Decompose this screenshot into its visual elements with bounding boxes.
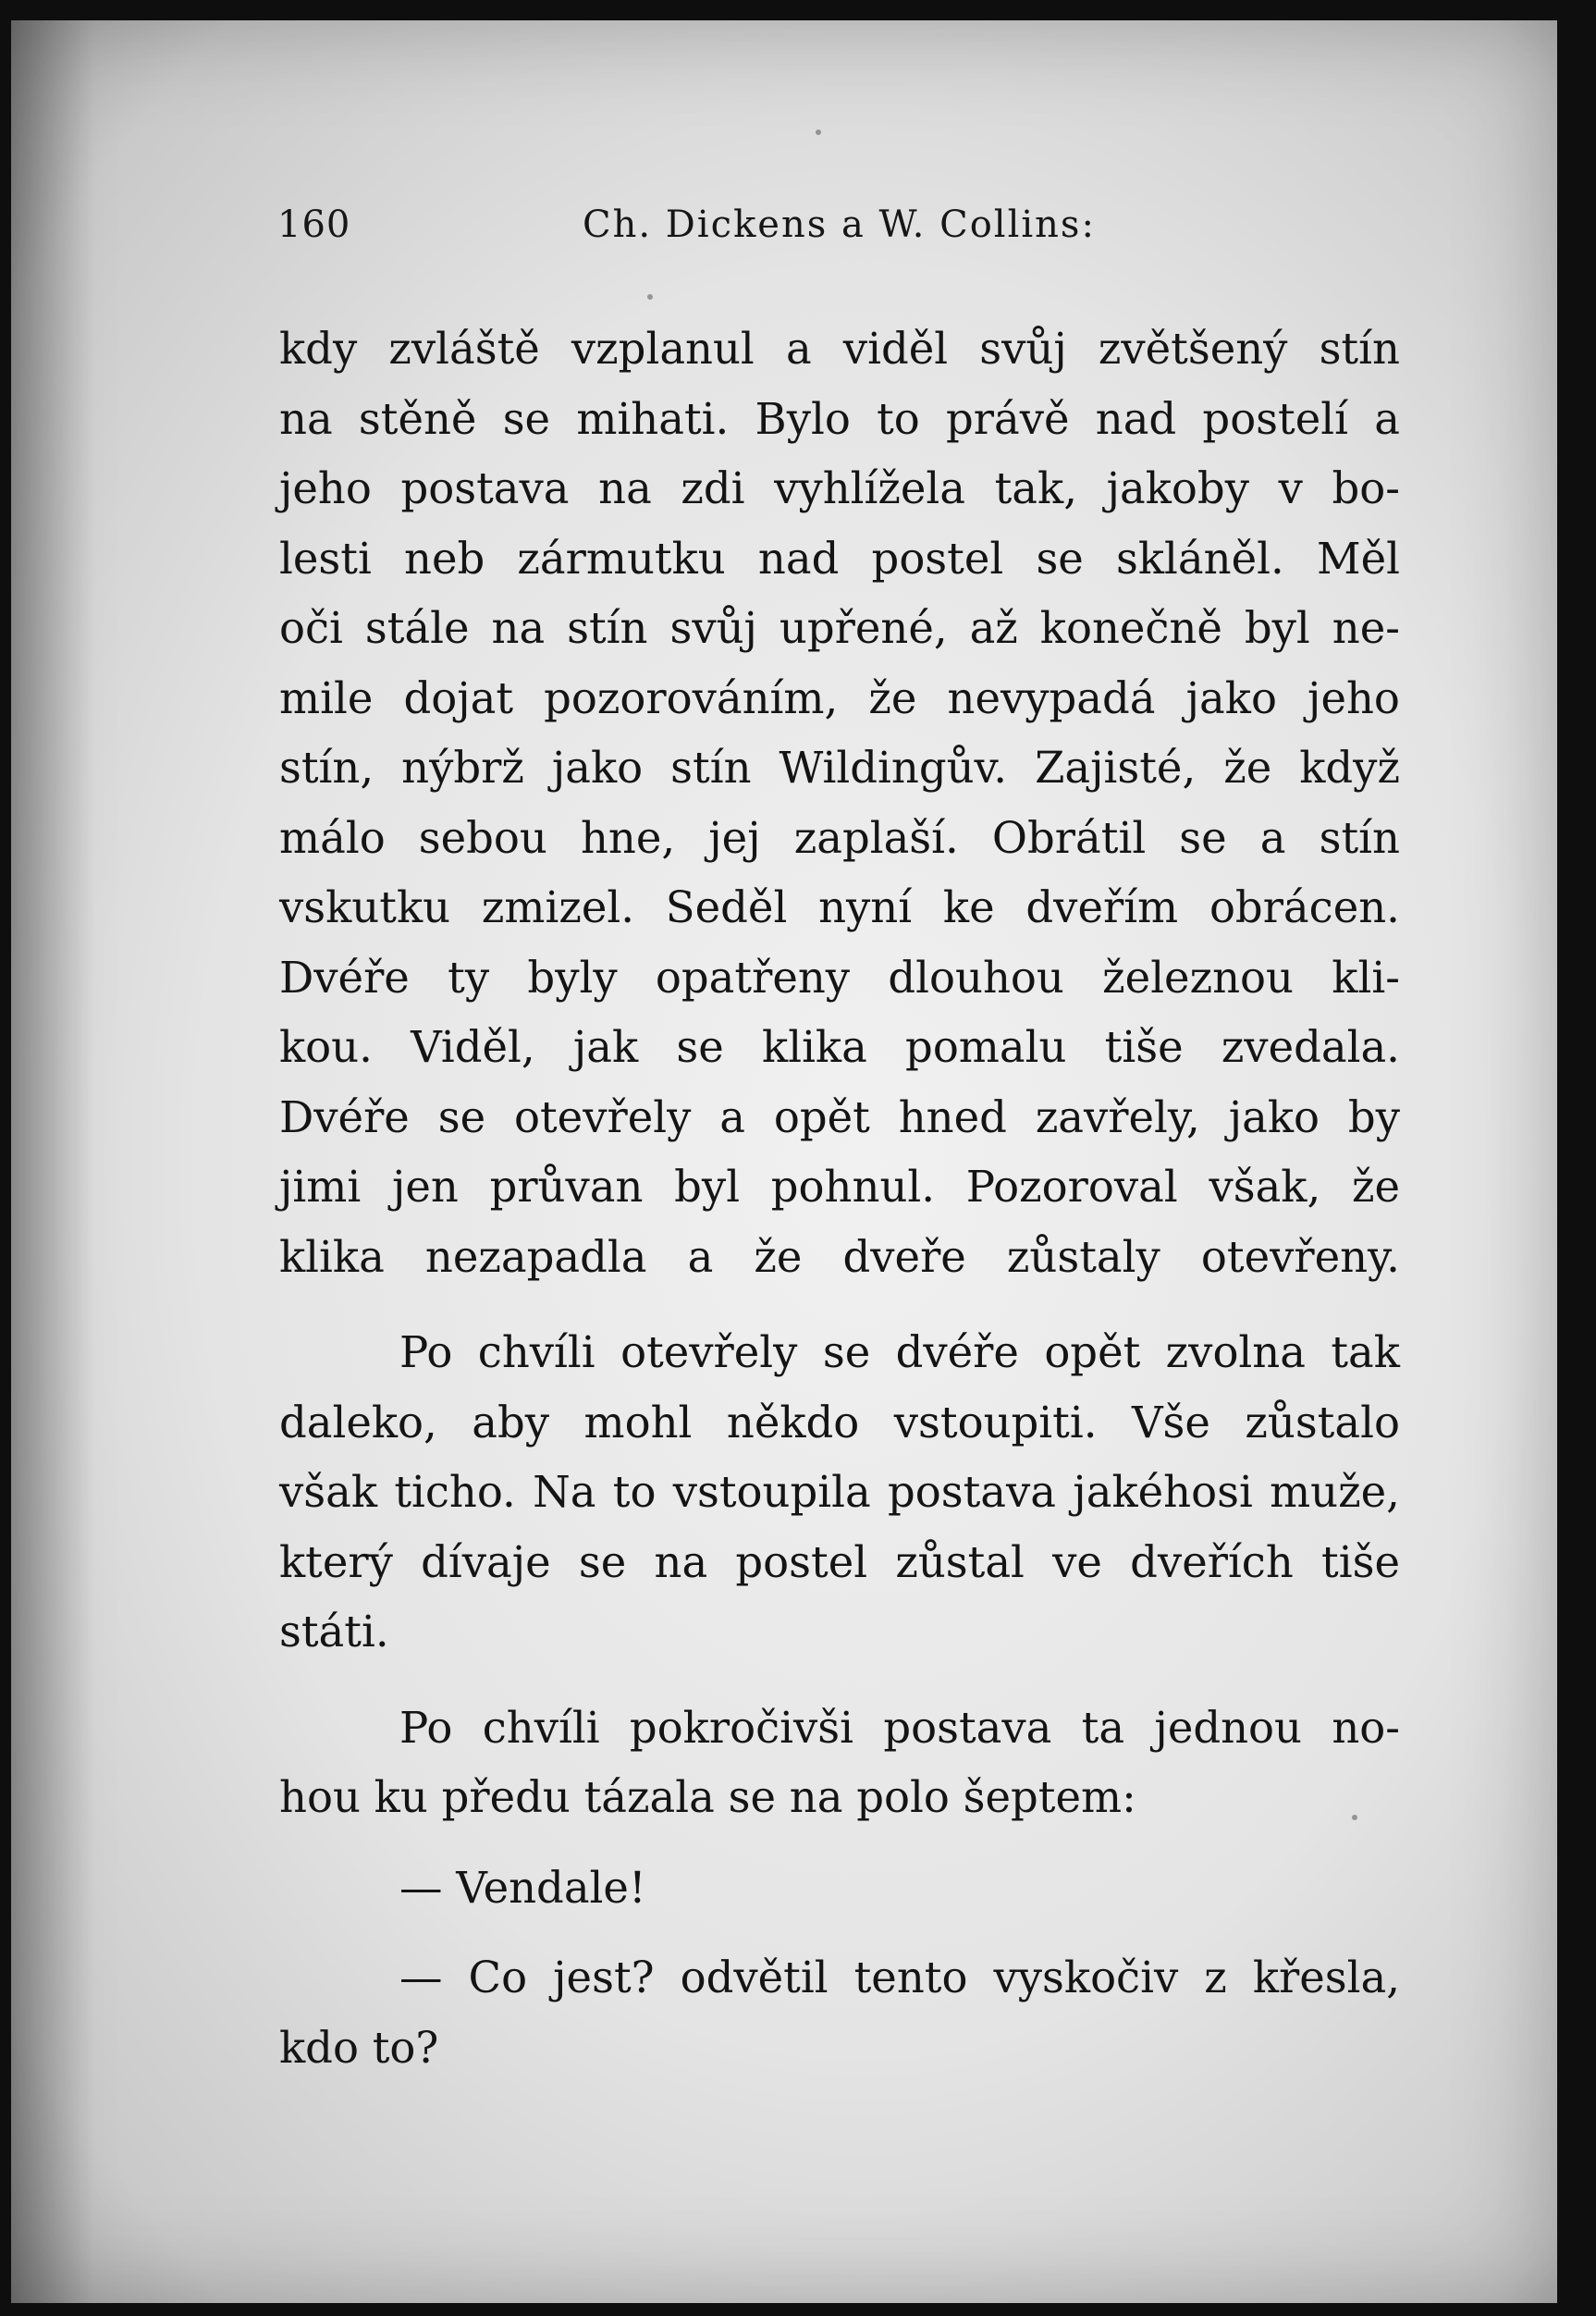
- word: chvíli: [477, 1327, 595, 1377]
- word: chvíli: [482, 1702, 600, 1753]
- word: viděl: [842, 324, 949, 374]
- word: zavřely,: [1035, 1091, 1200, 1142]
- word: křesla,: [1252, 1953, 1400, 2002]
- text-line: [279, 1013, 1400, 1083]
- word: Pozoroval: [965, 1162, 1178, 1212]
- word: když: [1299, 743, 1400, 793]
- word: jen: [391, 1162, 459, 1212]
- word: a: [785, 324, 812, 374]
- paragraph-4: [279, 1854, 1400, 1924]
- word: a: [1259, 812, 1286, 863]
- word: zvláště: [388, 324, 540, 374]
- text-line: [279, 314, 1400, 385]
- word: klika: [762, 1022, 867, 1072]
- word: se: [1179, 812, 1227, 863]
- word: že: [754, 1231, 803, 1282]
- word: zůstalo: [1245, 1397, 1400, 1448]
- word: jako: [1185, 672, 1277, 723]
- word: stín: [567, 603, 648, 653]
- word: jednou: [1154, 1702, 1303, 1753]
- word: svůj: [669, 603, 757, 653]
- word: no-: [1332, 1702, 1400, 1753]
- text-line: [279, 1223, 1400, 1293]
- paragraph-gap: [279, 1292, 1400, 1318]
- word: a: [719, 1091, 745, 1142]
- word: zaplaší.: [793, 812, 959, 863]
- word: stín,: [279, 743, 374, 793]
- word: železnou: [1102, 952, 1294, 1003]
- paragraph-gap: [279, 1833, 1400, 1854]
- word: pohnul.: [770, 1162, 936, 1212]
- word: vyhlížela: [774, 463, 966, 513]
- word: nyní: [818, 882, 913, 932]
- word: zvolna: [1165, 1327, 1306, 1377]
- word: tak,: [994, 463, 1077, 513]
- word: ve: [1052, 1536, 1102, 1587]
- word: jak: [572, 1022, 639, 1072]
- word: Bylo: [755, 393, 851, 444]
- body-text: [279, 314, 1400, 2083]
- paragraph-5: [279, 1943, 1400, 2083]
- word: kli-: [1332, 952, 1400, 1003]
- word: jimi: [279, 1162, 362, 1212]
- word: to: [877, 393, 920, 444]
- word: postava: [883, 1702, 1052, 1753]
- word: Po: [399, 1327, 453, 1377]
- word: dlouhou: [888, 952, 1064, 1003]
- word: jej: [708, 812, 761, 863]
- word: Na: [533, 1467, 596, 1517]
- word: —: [399, 1953, 443, 2002]
- text-line: hou ku předu tázala se na polo šeptem:: [279, 1772, 1136, 1822]
- word: postelí: [1202, 393, 1348, 444]
- paragraph-3: [279, 1694, 1400, 1833]
- word: na: [598, 463, 652, 513]
- text-line: [279, 1694, 1400, 1764]
- word: Wildingův.: [779, 743, 1008, 793]
- word: jako: [1228, 1091, 1320, 1142]
- word: jako: [551, 743, 644, 793]
- word: by: [1347, 1091, 1400, 1142]
- word: pomalu: [905, 1022, 1067, 1072]
- text-line: [279, 1458, 1400, 1528]
- word: jakéhosi: [1073, 1467, 1253, 1517]
- word: kdy: [279, 324, 358, 374]
- text-line: [279, 943, 1400, 1014]
- word: na: [491, 603, 546, 653]
- word: že: [1351, 1162, 1400, 1212]
- word: zvětšený: [1098, 324, 1288, 374]
- word: vyskočiv: [993, 1953, 1179, 2002]
- word: pokročivši: [629, 1702, 854, 1753]
- word: dvéře: [895, 1327, 1019, 1377]
- text-line: kdo to?: [279, 2022, 439, 2073]
- word: se: [502, 393, 551, 444]
- word: oči: [279, 603, 343, 653]
- word: ta: [1081, 1702, 1125, 1753]
- word: z: [1204, 1953, 1227, 2002]
- word: byl: [674, 1162, 741, 1212]
- word: Zajisté,: [1035, 743, 1197, 793]
- word: hned: [898, 1091, 1007, 1142]
- word: zdi: [681, 463, 745, 513]
- text-line: [279, 1318, 1400, 1388]
- word: Viděl,: [411, 1022, 535, 1072]
- word: tak: [1331, 1327, 1400, 1377]
- word: postel: [871, 533, 1004, 584]
- word: stále: [364, 603, 470, 653]
- word: jest?: [553, 1953, 655, 2002]
- word: muže,: [1270, 1467, 1400, 1517]
- word: ke: [942, 882, 995, 932]
- word: klika: [279, 1231, 385, 1282]
- word: postava: [400, 463, 570, 513]
- word: stín: [1319, 812, 1400, 863]
- word: vzplanul: [571, 324, 755, 374]
- word: dveřích: [1130, 1536, 1294, 1587]
- text-line: [279, 1152, 1400, 1223]
- text-line: státi.: [279, 1607, 389, 1657]
- word: odvětil: [680, 1953, 829, 2002]
- text-line: [279, 1528, 1400, 1598]
- text-line: [279, 594, 1400, 664]
- word: neb: [404, 533, 485, 584]
- word: někdo: [726, 1397, 860, 1448]
- word: stěně: [358, 393, 477, 444]
- word: stín: [670, 743, 752, 793]
- word: kou.: [279, 1022, 373, 1072]
- dialogue-line: — Vendale!: [399, 1862, 646, 1913]
- word: dojat: [403, 672, 514, 723]
- word: vstoupiti.: [893, 1397, 1098, 1448]
- word: dívaje: [421, 1536, 551, 1587]
- word: hne,: [580, 812, 676, 863]
- word: zůstal: [895, 1536, 1025, 1587]
- word: to: [612, 1467, 657, 1517]
- word: zvedala.: [1221, 1022, 1400, 1072]
- word: který: [279, 1536, 393, 1587]
- paper-speck: [647, 294, 653, 300]
- word: Dvéře: [279, 952, 410, 1003]
- word: nad: [1095, 393, 1177, 444]
- word: otevřely: [514, 1091, 692, 1142]
- word: jakoby: [1106, 463, 1249, 513]
- dialogue-line: [279, 1943, 1400, 2014]
- word: otevřely: [620, 1327, 798, 1377]
- text-line: [279, 454, 1400, 524]
- word: ticho.: [394, 1467, 516, 1517]
- word: obrácen.: [1209, 882, 1400, 932]
- word: Dvéře: [279, 1091, 410, 1142]
- word: na: [654, 1536, 708, 1587]
- word: nevypadá: [947, 672, 1156, 723]
- word: opět: [773, 1091, 870, 1142]
- word: konečně: [1039, 603, 1222, 653]
- word: tiše: [1321, 1536, 1400, 1587]
- word: v: [1278, 463, 1303, 513]
- paragraph-1: [279, 314, 1400, 1292]
- word: daleko,: [279, 1397, 437, 1448]
- word: tento: [853, 1953, 968, 2002]
- word: zůstaly: [1006, 1231, 1160, 1282]
- word: jeho: [1307, 672, 1400, 723]
- word: aby: [472, 1397, 550, 1448]
- text-line: [279, 664, 1400, 734]
- paragraph-gap: [279, 1668, 1400, 1694]
- word: se: [578, 1536, 627, 1587]
- word: se: [676, 1022, 724, 1072]
- word: lesti: [279, 533, 372, 584]
- text-line: [279, 524, 1400, 595]
- word: Seděl: [665, 882, 788, 932]
- word: ne-: [1332, 603, 1400, 653]
- word: pozorováním,: [544, 672, 839, 723]
- word: ty: [448, 952, 490, 1003]
- word: právě: [946, 393, 1070, 444]
- word: až: [969, 603, 1018, 653]
- word: mihati.: [576, 393, 730, 444]
- word: jeho: [279, 463, 372, 513]
- word: sebou: [418, 812, 547, 863]
- text-line: [279, 1083, 1400, 1153]
- word: se: [437, 1091, 486, 1142]
- word: upřené,: [779, 603, 948, 653]
- paper-speck: [816, 129, 821, 135]
- word: skláněl.: [1116, 533, 1284, 584]
- word: dveřím: [1025, 882, 1179, 932]
- word: však: [279, 1467, 378, 1517]
- word: se: [1036, 533, 1084, 584]
- word: málo: [279, 812, 386, 863]
- word: však,: [1209, 1162, 1321, 1212]
- word: opět: [1044, 1327, 1141, 1377]
- word: že: [1223, 743, 1272, 793]
- word: Co: [468, 1953, 528, 2002]
- word: vstoupila: [672, 1467, 871, 1517]
- text-line: [279, 1388, 1400, 1459]
- word: postava: [888, 1467, 1057, 1517]
- text-line: [279, 804, 1400, 874]
- word: stín: [1319, 324, 1400, 374]
- word: tiše: [1104, 1022, 1184, 1072]
- word: Po: [399, 1702, 453, 1753]
- word: dveře: [842, 1231, 966, 1282]
- text-line: [279, 873, 1400, 943]
- word: nad: [757, 533, 840, 584]
- word: průvan: [489, 1162, 644, 1212]
- word: mohl: [583, 1397, 693, 1448]
- word: vskutku: [279, 882, 451, 932]
- word: že: [868, 672, 917, 723]
- word: nýbrž: [401, 743, 524, 793]
- word: se: [822, 1327, 871, 1377]
- paragraph-gap: [279, 1923, 1400, 1943]
- word: zármutku: [517, 533, 726, 584]
- word: opatřeny: [655, 952, 851, 1003]
- word: byl: [1244, 603, 1310, 653]
- word: a: [1374, 393, 1400, 444]
- word: svůj: [979, 324, 1067, 374]
- word: Měl: [1316, 533, 1400, 584]
- page-header: [277, 203, 1406, 259]
- running-head: Ch. Dickens a W. Collins:: [583, 203, 1096, 246]
- word: byly: [527, 952, 618, 1003]
- word: Vše: [1131, 1397, 1210, 1448]
- paragraph-2: [279, 1318, 1400, 1668]
- word: a: [687, 1231, 714, 1282]
- page-number: 160: [277, 203, 351, 246]
- word: Obrátil: [991, 812, 1147, 863]
- word: otevřeny.: [1200, 1231, 1400, 1282]
- word: na: [279, 393, 333, 444]
- word: postel: [735, 1536, 868, 1587]
- text-line: [279, 733, 1400, 804]
- text-line: [279, 385, 1400, 455]
- word: bo-: [1332, 463, 1400, 513]
- word: zmizel.: [481, 882, 634, 932]
- word: nezapadla: [424, 1231, 647, 1282]
- word: mile: [279, 672, 374, 723]
